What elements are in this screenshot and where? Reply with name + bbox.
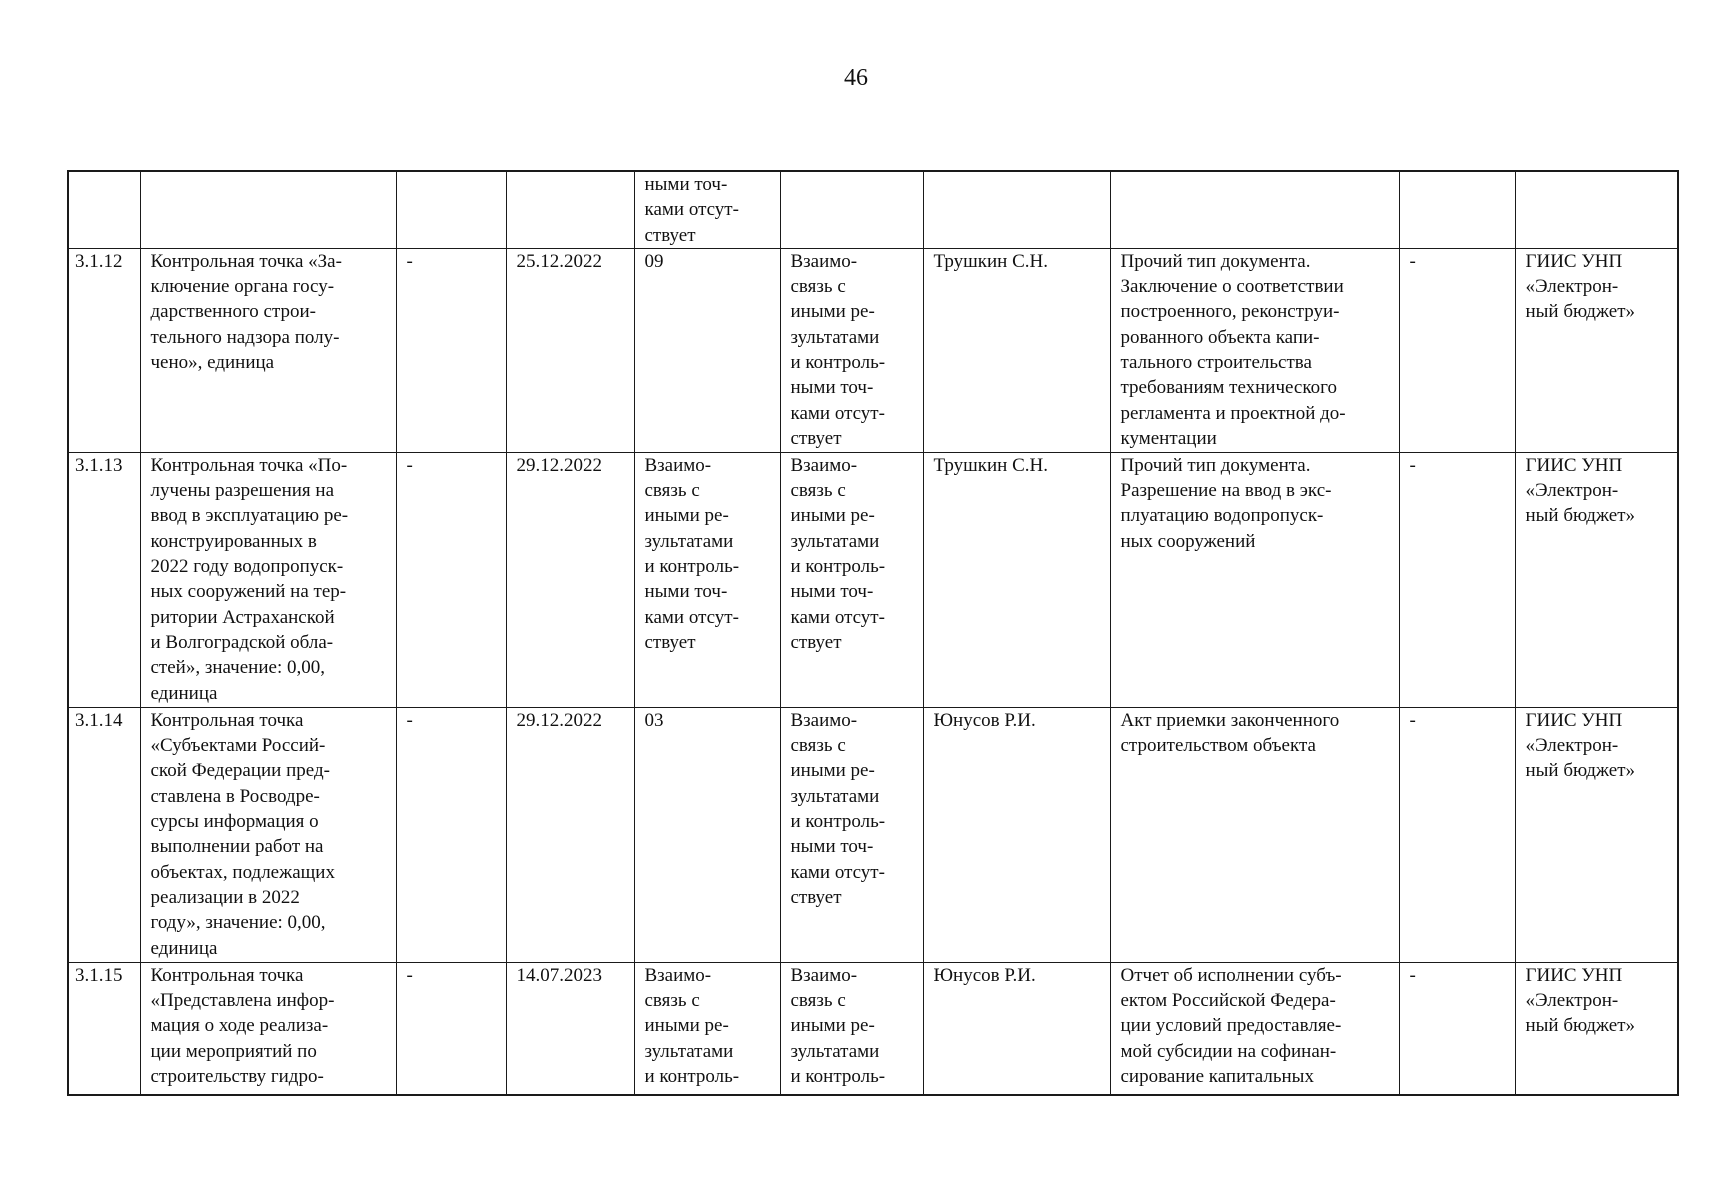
cell-line: выполнении работ на (150, 836, 324, 858)
cell-line: плуатацию водопропуск- (1120, 505, 1324, 527)
confirming-document (1110, 171, 1399, 248)
cell-line: ный бюджет» (1525, 505, 1636, 527)
level-control-cell: - (1399, 962, 1515, 1095)
base-value-cell: - (396, 707, 506, 962)
cell-line: зультатами (790, 1040, 880, 1062)
cell-line: иными ре- (644, 505, 729, 527)
cell-line: ных сооружений (1120, 530, 1256, 552)
cell-line: Взаимо- (644, 454, 712, 476)
cell-line: построенного, реконструи- (1120, 301, 1340, 323)
control-point-name (140, 171, 396, 248)
cell-line: тельного надзора полу- (150, 326, 340, 348)
cell-line: и контроль- (790, 556, 886, 578)
cell-line: зультатами (790, 785, 880, 807)
cell-line: сурсы информация о (150, 811, 319, 833)
responsible-person (923, 171, 1110, 248)
responsible-person: Юнусов Р.И. (923, 962, 1110, 1095)
cell-line: лучены разрешения на (150, 480, 335, 502)
row-number: 3.1.13 (68, 452, 140, 707)
cell-line: сирование капитальных (1120, 1066, 1314, 1088)
level-control-cell: - (1399, 452, 1515, 707)
cell-line: связь с (790, 276, 846, 298)
table-row (68, 962, 1678, 1095)
cell-line: дарственного строи- (150, 301, 316, 323)
control-points-table (67, 170, 1679, 1096)
cell-line: регламента и проектной до- (1120, 402, 1346, 424)
cell-line: кументации (1120, 427, 1217, 449)
cell-line: Прочий тип документа. (1120, 454, 1311, 476)
cell-line: мация о ходе реализа- (150, 1015, 329, 1037)
cell-line: ными точ- (644, 581, 728, 603)
cell-line: ствует (790, 886, 842, 908)
cell-line: ствует (790, 427, 842, 449)
confirming-document (1110, 962, 1399, 1095)
confirming-document (1110, 248, 1399, 452)
cell-line: стей», значение: 0,00, (150, 657, 325, 679)
cell-line: требованиям технического (1120, 377, 1337, 399)
relation-cell (780, 452, 923, 707)
control-point-name (140, 452, 396, 707)
cell-line: ГИИС УНП (1525, 964, 1623, 986)
cell-line: ствует (790, 631, 842, 653)
cell-line: ный бюджет» (1525, 1015, 1636, 1037)
cell-line: строительством объекта (1120, 735, 1316, 757)
cell-line: ками отсут- (644, 606, 739, 628)
cell-line: «Электрон- (1525, 735, 1619, 757)
cell-line: ции условий предоставляе- (1120, 1015, 1342, 1037)
cell-line: и контроль- (790, 811, 886, 833)
cell-line: иными ре- (790, 505, 875, 527)
deadline-date: 29.12.2022 (506, 707, 634, 962)
cell-line: и контроль- (644, 556, 740, 578)
table-row (68, 171, 1678, 248)
responsible-person: Трушкин С.Н. (923, 452, 1110, 707)
deadline-date: 14.07.2023 (506, 962, 634, 1095)
cell-line: зультатами (790, 530, 880, 552)
row-number: 3.1.14 (68, 707, 140, 962)
cell-line: ввод в эксплуатацию ре- (150, 505, 349, 527)
cell-line: Разрешение на ввод в экс- (1120, 480, 1332, 502)
cell-line: 09 (644, 250, 664, 272)
cell-line: связь с (644, 990, 700, 1012)
cell-line: ными точ- (790, 836, 874, 858)
cell-line: ками отсут- (790, 606, 885, 628)
deadline-date (506, 171, 634, 248)
cell-line: связь с (644, 480, 700, 502)
responsible-person: Трушкин С.Н. (923, 248, 1110, 452)
cell-line: мой субсидии на софинан- (1120, 1040, 1337, 1062)
cell-line: и контроль- (790, 1066, 886, 1088)
level-control-cell: - (1399, 707, 1515, 962)
cell-line: ный бюджет» (1525, 301, 1636, 323)
table-row (68, 452, 1678, 707)
cell-line: ствует (644, 224, 696, 246)
cell-line: ставлена в Росводре- (150, 785, 320, 807)
page-number: 46 (844, 65, 868, 91)
cell-line: ГИИС УНП (1525, 709, 1623, 731)
information-system (1515, 707, 1678, 962)
confirming-document (1110, 707, 1399, 962)
cell-line: Взаимо- (644, 964, 712, 986)
cell-line: Контрольная точка «За- (150, 250, 342, 272)
cell-line: единица (150, 937, 218, 959)
cell-line: иными ре- (644, 1015, 729, 1037)
cell-line: рованного объекта капи- (1120, 326, 1320, 348)
cell-line: связь с (790, 990, 846, 1012)
cell-line: зультатами (644, 1040, 734, 1062)
cell-line: ками отсут- (644, 199, 739, 221)
control-point-name (140, 707, 396, 962)
base-value-cell (396, 171, 506, 248)
cell-line: Взаимо- (790, 454, 858, 476)
control-point-name (140, 962, 396, 1095)
cell-line: зультатами (790, 326, 880, 348)
cell-line: ектом Российской Федера- (1120, 990, 1336, 1012)
responsible-person: Юнусов Р.И. (923, 707, 1110, 962)
table-row (68, 248, 1678, 452)
row-number (68, 171, 140, 248)
cell-line: 2022 году водопропуск- (150, 556, 344, 578)
cell-line: чено», единица (150, 352, 275, 374)
information-system (1515, 452, 1678, 707)
cell-line: 03 (644, 709, 664, 731)
cell-line: и контроль- (790, 352, 886, 374)
level-control-cell (1399, 171, 1515, 248)
cell-line: строительству гидро- (150, 1066, 324, 1088)
cell-line: иными ре- (790, 760, 875, 782)
cell-line: Отчет об исполнении субъ- (1120, 964, 1342, 986)
type-code-cell (634, 962, 780, 1095)
cell-line: единица (150, 682, 218, 704)
cell-line: Контрольная точка «По- (150, 454, 348, 476)
cell-line: ками отсут- (790, 861, 885, 883)
cell-line: тального строительства (1120, 352, 1312, 374)
type-code-cell (634, 171, 780, 248)
cell-line: Акт приемки законченного (1120, 709, 1340, 731)
cell-line: году», значение: 0,00, (150, 912, 326, 934)
cell-line: Взаимо- (790, 964, 858, 986)
control-point-name (140, 248, 396, 452)
cell-line: ками отсут- (790, 402, 885, 424)
cell-line: ГИИС УНП (1525, 454, 1623, 476)
deadline-date: 29.12.2022 (506, 452, 634, 707)
deadline-date: 25.12.2022 (506, 248, 634, 452)
table-row (68, 707, 1678, 962)
cell-line: ской Федерации пред- (150, 760, 330, 782)
information-system (1515, 248, 1678, 452)
cell-line: «Электрон- (1525, 990, 1619, 1012)
row-number: 3.1.15 (68, 962, 140, 1095)
cell-line: иными ре- (790, 301, 875, 323)
cell-line: ГИИС УНП (1525, 250, 1623, 272)
base-value-cell: - (396, 452, 506, 707)
base-value-cell: - (396, 248, 506, 452)
level-control-cell: - (1399, 248, 1515, 452)
cell-line: Контрольная точка (150, 709, 304, 731)
cell-line: конструированных в (150, 530, 317, 552)
row-number: 3.1.12 (68, 248, 140, 452)
cell-line: «Электрон- (1525, 276, 1619, 298)
cell-line: ции мероприятий по (150, 1040, 317, 1062)
cell-line: ключение органа госу- (150, 276, 335, 298)
confirming-document (1110, 452, 1399, 707)
type-code-cell (634, 707, 780, 962)
cell-line: и Волгоградской обла- (150, 631, 334, 653)
relation-cell (780, 248, 923, 452)
cell-line: реализации в 2022 (150, 886, 300, 908)
cell-line: Заключение о соответствии (1120, 276, 1344, 298)
base-value-cell: - (396, 962, 506, 1095)
cell-line: «Субъектами Россий- (150, 735, 326, 757)
cell-line: ными точ- (790, 377, 874, 399)
cell-line: связь с (790, 735, 846, 757)
cell-line: и контроль- (644, 1066, 740, 1088)
cell-line: Взаимо- (790, 250, 858, 272)
cell-line: ными точ- (790, 581, 874, 603)
cell-line: «Представлена инфор- (150, 990, 335, 1012)
cell-line: иными ре- (790, 1015, 875, 1037)
relation-cell (780, 171, 923, 248)
cell-line: ный бюджет» (1525, 760, 1636, 782)
cell-line: Взаимо- (790, 709, 858, 731)
cell-line: Прочий тип документа. (1120, 250, 1311, 272)
cell-line: «Электрон- (1525, 480, 1619, 502)
cell-line: связь с (790, 480, 846, 502)
cell-line: объектах, подлежащих (150, 861, 335, 883)
type-code-cell (634, 248, 780, 452)
information-system (1515, 962, 1678, 1095)
type-code-cell (634, 452, 780, 707)
relation-cell (780, 962, 923, 1095)
cell-line: ных сооружений на тер- (150, 581, 347, 603)
cell-line: зультатами (644, 530, 734, 552)
cell-line: Контрольная точка (150, 964, 304, 986)
information-system (1515, 171, 1678, 248)
relation-cell (780, 707, 923, 962)
cell-line: ритории Астраханской (150, 606, 335, 628)
cell-line: ными точ- (644, 174, 728, 195)
cell-line: ствует (644, 631, 696, 653)
